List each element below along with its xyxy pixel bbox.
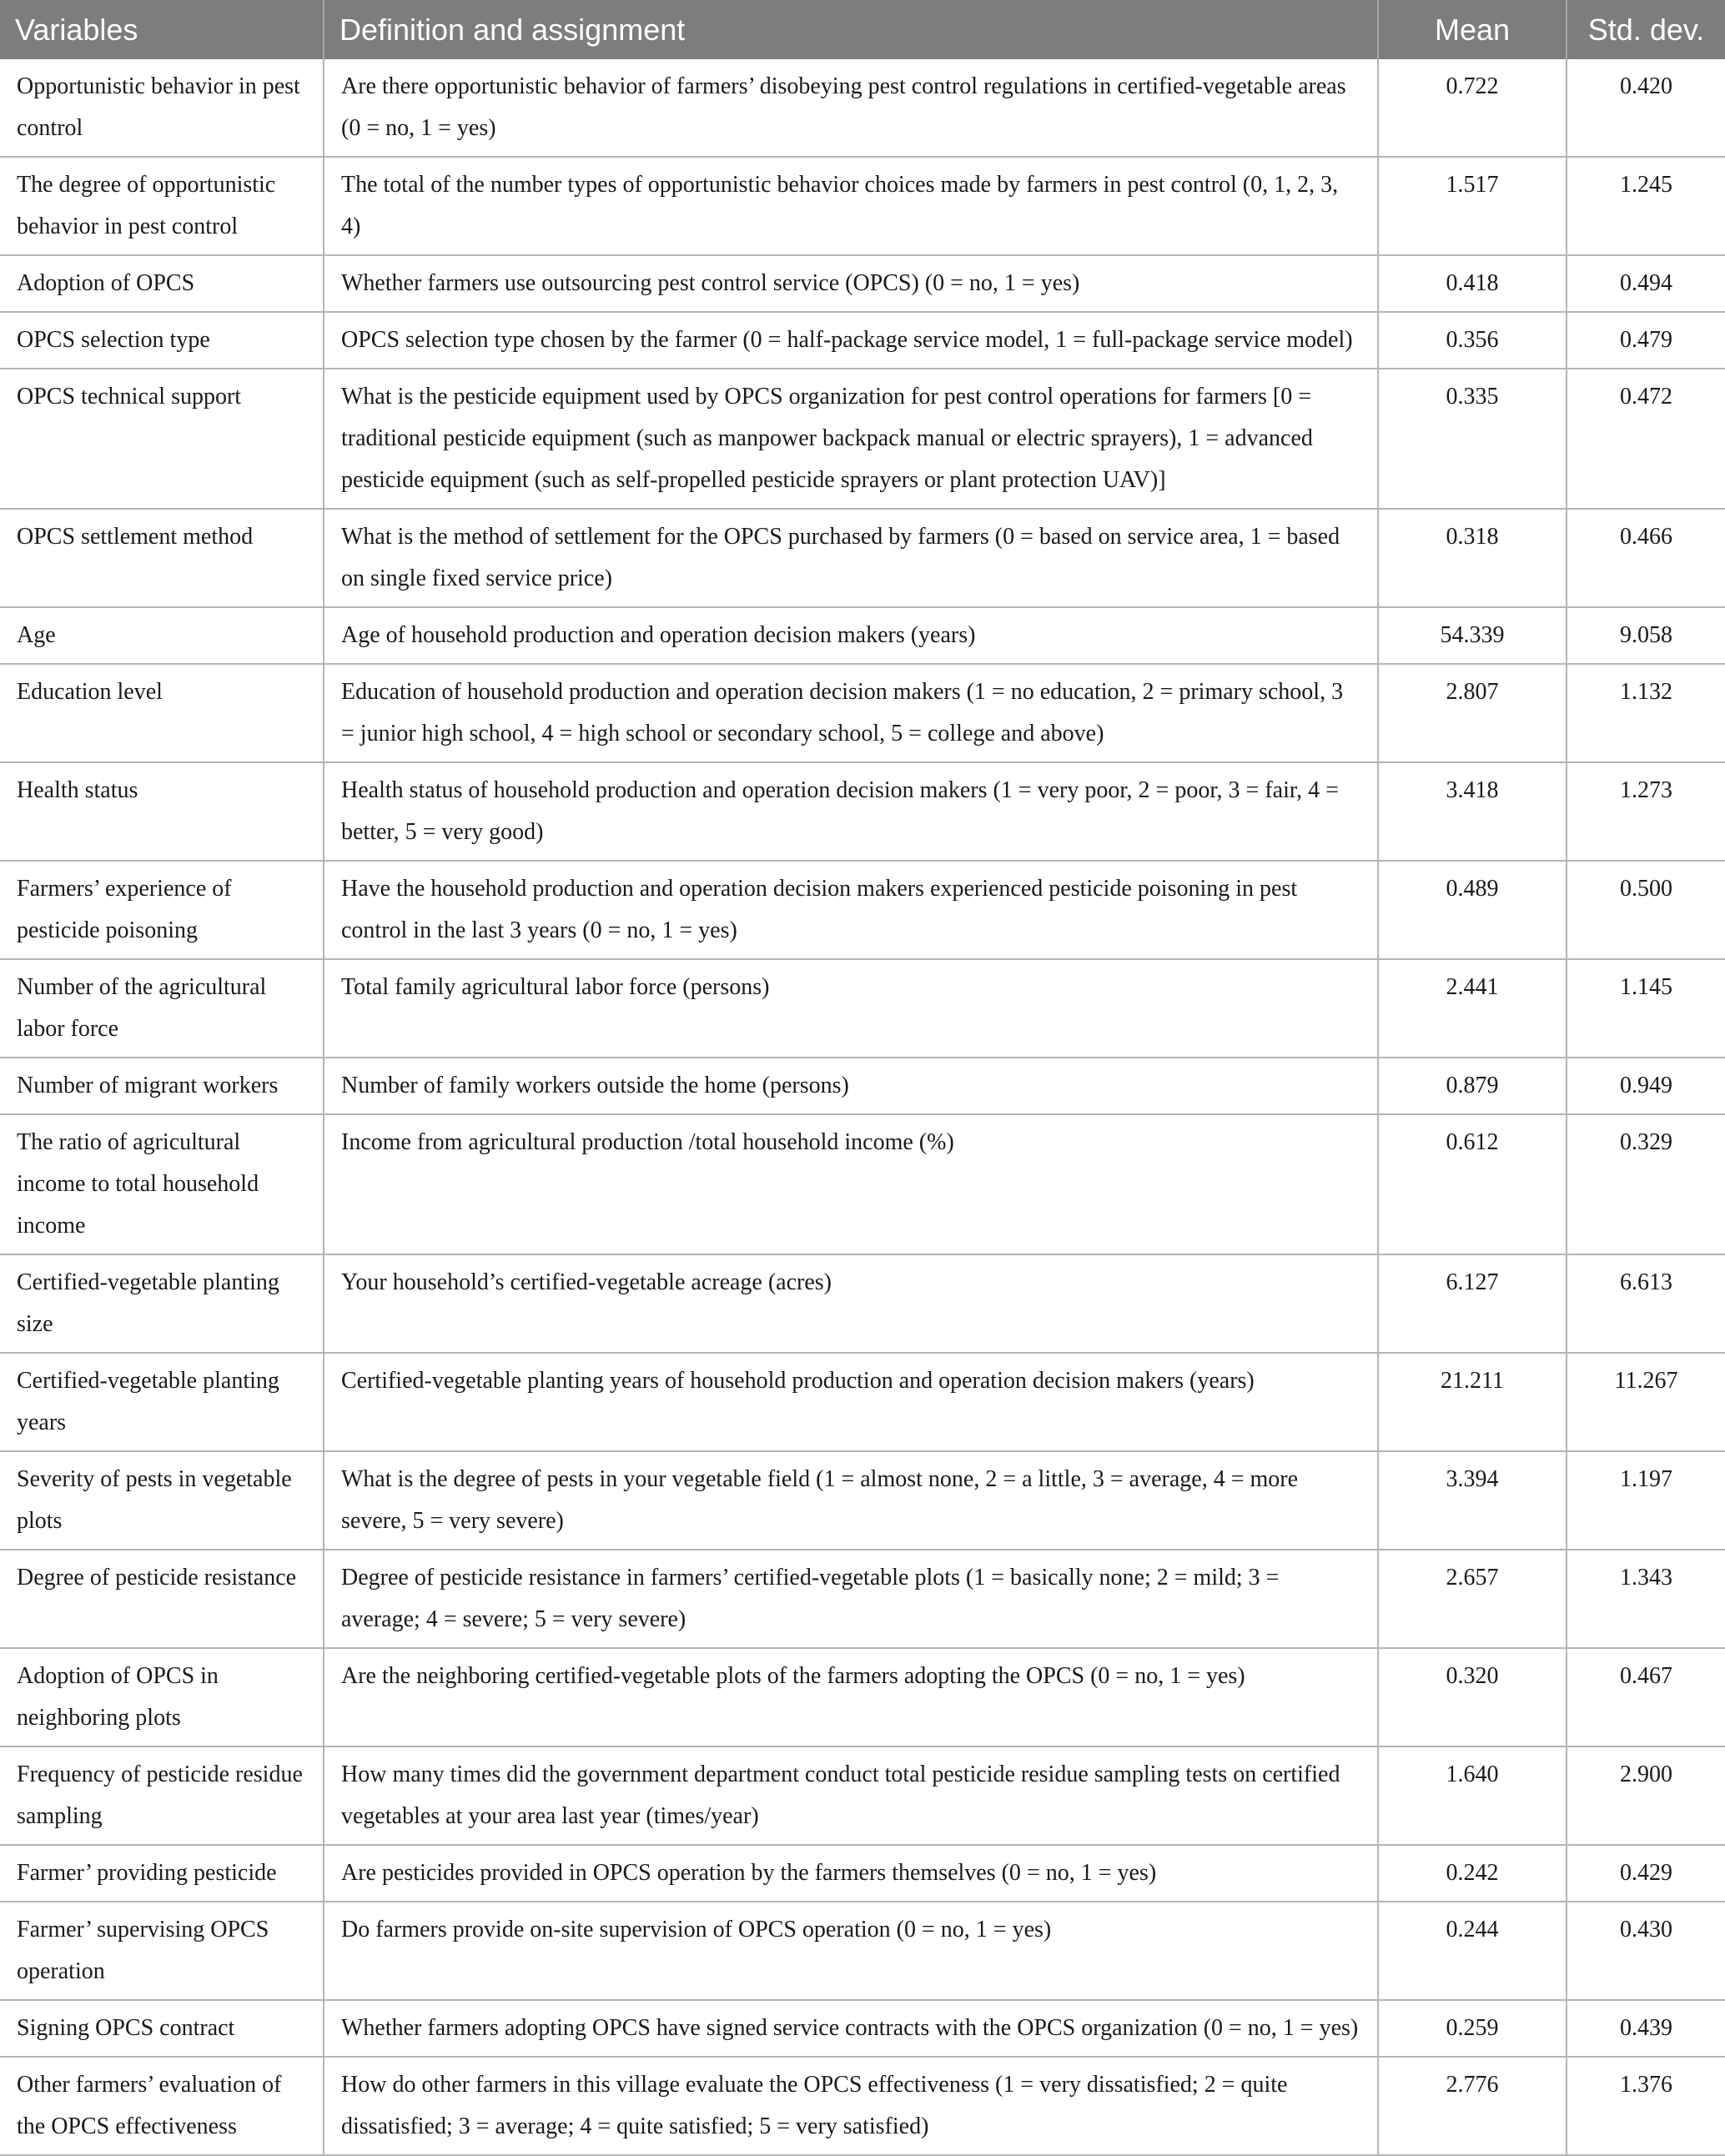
definition-cell: Health status of household production and operation decision makers (1 = very poor, 2 = poor, 3 = fair, 4 = better, 5 = very good) xyxy=(324,762,1378,861)
table-row xyxy=(0,861,1725,959)
table-row xyxy=(0,607,1725,664)
definition-cell: Have the household production and operation decision makers experienced pesticide poisoning in pest control in the last 3 years (0 = no, 1 = yes) xyxy=(324,861,1378,959)
std-dev-cell: 0.467 xyxy=(1567,1648,1725,1746)
table-row xyxy=(0,1353,1725,1451)
table-row xyxy=(0,2057,1725,2155)
table-row xyxy=(0,959,1725,1058)
definition-cell: Your household’s certified-vegetable acreage (acres) xyxy=(324,1254,1378,1353)
definition-cell: Income from agricultural production /total household income (%) xyxy=(324,1114,1378,1254)
definition-cell: Degree of pesticide resistance in farmers’ certified-vegetable plots (1 = basically none; 2 = mild; 3 = average; 4 = severe; 5 = very severe) xyxy=(324,1550,1378,1648)
definition-cell: Are pesticides provided in OPCS operation by the farmers themselves (0 = no, 1 = yes) xyxy=(324,1845,1378,1902)
table-row xyxy=(0,1746,1725,1845)
variable-name-cell: Signing OPCS contract xyxy=(0,2000,324,2057)
variable-name-cell: Severity of pests in vegetable plots xyxy=(0,1451,324,1550)
variable-name-cell: Adoption of OPCS xyxy=(0,255,324,312)
mean-cell: 0.879 xyxy=(1378,1058,1567,1114)
table-row xyxy=(0,1648,1725,1746)
table-row xyxy=(0,1058,1725,1114)
variable-name-cell: Certified-vegetable planting size xyxy=(0,1254,324,1353)
definition-cell: OPCS selection type chosen by the farmer (0 = half-package service model, 1 = full-package service model) xyxy=(324,312,1378,369)
std-dev-cell: 0.439 xyxy=(1567,2000,1725,2057)
mean-cell: 2.441 xyxy=(1378,959,1567,1058)
mean-cell: 0.242 xyxy=(1378,1845,1567,1902)
mean-cell: 1.640 xyxy=(1378,1746,1567,1845)
header-definition: Definition and assignment xyxy=(324,0,1378,59)
mean-cell: 0.612 xyxy=(1378,1114,1567,1254)
std-dev-cell: 1.273 xyxy=(1567,762,1725,861)
definition-cell: How many times did the government department conduct total pesticide residue sampling tests on certified vegetables at your area last year (times/year) xyxy=(324,1746,1378,1845)
variable-name-cell: Farmers’ experience of pesticide poisoning xyxy=(0,861,324,959)
table-body xyxy=(0,59,1725,2155)
variable-name-cell: Other farmers’ evaluation of the OPCS effectiveness xyxy=(0,2057,324,2155)
mean-cell: 0.489 xyxy=(1378,861,1567,959)
definition-cell: The total of the number types of opportunistic behavior choices made by farmers in pest control (0, 1, 2, 3, 4) xyxy=(324,157,1378,255)
table-row xyxy=(0,369,1725,509)
definition-cell: Whether farmers use outsourcing pest control service (OPCS) (0 = no, 1 = yes) xyxy=(324,255,1378,312)
variable-name-cell: Opportunistic behavior in pest control xyxy=(0,59,324,157)
variable-name-cell: Farmer’ providing pesticide xyxy=(0,1845,324,1902)
table-row xyxy=(0,1902,1725,2000)
table-row xyxy=(0,312,1725,369)
mean-cell: 2.776 xyxy=(1378,2057,1567,2155)
definition-cell: Age of household production and operation decision makers (years) xyxy=(324,607,1378,664)
variable-name-cell: Number of migrant workers xyxy=(0,1058,324,1114)
std-dev-cell: 11.267 xyxy=(1567,1353,1725,1451)
definition-cell: Certified-vegetable planting years of household production and operation decision makers (years) xyxy=(324,1353,1378,1451)
std-dev-cell: 0.466 xyxy=(1567,509,1725,607)
table-row xyxy=(0,2000,1725,2057)
mean-cell: 21.211 xyxy=(1378,1353,1567,1451)
variable-name-cell: OPCS settlement method xyxy=(0,509,324,607)
mean-cell: 0.418 xyxy=(1378,255,1567,312)
std-dev-cell: 1.343 xyxy=(1567,1550,1725,1648)
definition-cell: Are the neighboring certified-vegetable plots of the farmers adopting the OPCS (0 = no, 1 = yes) xyxy=(324,1648,1378,1746)
mean-cell: 1.517 xyxy=(1378,157,1567,255)
header-std-dev: Std. dev. xyxy=(1567,0,1725,59)
std-dev-cell: 0.949 xyxy=(1567,1058,1725,1114)
std-dev-cell: 0.494 xyxy=(1567,255,1725,312)
table-row xyxy=(0,157,1725,255)
mean-cell: 0.722 xyxy=(1378,59,1567,157)
std-dev-cell: 0.430 xyxy=(1567,1902,1725,2000)
mean-cell: 0.356 xyxy=(1378,312,1567,369)
definition-cell: What is the degree of pests in your vegetable field (1 = almost none, 2 = a little, 3 = average, 4 = more severe, 5 = very severe) xyxy=(324,1451,1378,1550)
mean-cell: 0.244 xyxy=(1378,1902,1567,2000)
variable-name-cell: Degree of pesticide resistance xyxy=(0,1550,324,1648)
std-dev-cell: 0.500 xyxy=(1567,861,1725,959)
header-mean: Mean xyxy=(1378,0,1567,59)
table-row xyxy=(0,664,1725,762)
mean-cell: 2.657 xyxy=(1378,1550,1567,1648)
table-row xyxy=(0,1845,1725,1902)
definition-cell: Education of household production and operation decision makers (1 = no education, 2 = primary school, 3 = junior high school, 4 = high school or secondary school, 5 = college and above) xyxy=(324,664,1378,762)
std-dev-cell: 0.479 xyxy=(1567,312,1725,369)
mean-cell: 0.259 xyxy=(1378,2000,1567,2057)
std-dev-cell: 9.058 xyxy=(1567,607,1725,664)
definition-cell: What is the method of settlement for the OPCS purchased by farmers (0 = based on service area, 1 = based on single fixed service price) xyxy=(324,509,1378,607)
table-row xyxy=(0,1254,1725,1353)
std-dev-cell: 0.420 xyxy=(1567,59,1725,157)
header-variables: Variables xyxy=(0,0,324,59)
table-row xyxy=(0,762,1725,861)
std-dev-cell: 6.613 xyxy=(1567,1254,1725,1353)
variable-name-cell: Education level xyxy=(0,664,324,762)
variable-name-cell: Adoption of OPCS in neighboring plots xyxy=(0,1648,324,1746)
mean-cell: 54.339 xyxy=(1378,607,1567,664)
definition-cell: Number of family workers outside the home (persons) xyxy=(324,1058,1378,1114)
mean-cell: 3.394 xyxy=(1378,1451,1567,1550)
variable-name-cell: Number of the agricultural labor force xyxy=(0,959,324,1058)
definition-cell: What is the pesticide equipment used by OPCS organization for pest control operations for farmers [0 = traditional pesticide equipment (such as manpower backpack manual or electric sprayers), 1 = advanced pesticide equipment (such as self-propelled pesticide sprayers or plant protection UAV)] xyxy=(324,369,1378,509)
variable-name-cell: Certified-vegetable planting years xyxy=(0,1353,324,1451)
mean-cell: 0.335 xyxy=(1378,369,1567,509)
variable-name-cell: The ratio of agricultural income to total household income xyxy=(0,1114,324,1254)
std-dev-cell: 0.329 xyxy=(1567,1114,1725,1254)
mean-cell: 0.318 xyxy=(1378,509,1567,607)
definition-cell: Are there opportunistic behavior of farmers’ disobeying pest control regulations in certified-vegetable areas (0 = no, 1 = yes) xyxy=(324,59,1378,157)
table-header-row xyxy=(0,0,1725,59)
table-row xyxy=(0,509,1725,607)
mean-cell: 2.807 xyxy=(1378,664,1567,762)
definition-cell: How do other farmers in this village evaluate the OPCS effectiveness (1 = very dissatisfied; 2 = quite dissatisfied; 3 = average; 4 = quite satisfied; 5 = very satisfied) xyxy=(324,2057,1378,2155)
table-row xyxy=(0,59,1725,157)
std-dev-cell: 0.429 xyxy=(1567,1845,1725,1902)
std-dev-cell: 1.145 xyxy=(1567,959,1725,1058)
definition-cell: Total family agricultural labor force (persons) xyxy=(324,959,1378,1058)
mean-cell: 6.127 xyxy=(1378,1254,1567,1353)
std-dev-cell: 1.245 xyxy=(1567,157,1725,255)
variable-name-cell: Health status xyxy=(0,762,324,861)
std-dev-cell: 1.132 xyxy=(1567,664,1725,762)
variable-name-cell: OPCS technical support xyxy=(0,369,324,509)
variable-name-cell: Age xyxy=(0,607,324,664)
std-dev-cell: 1.376 xyxy=(1567,2057,1725,2155)
table-row xyxy=(0,1550,1725,1648)
std-dev-cell: 0.472 xyxy=(1567,369,1725,509)
table-row xyxy=(0,255,1725,312)
variable-name-cell: OPCS selection type xyxy=(0,312,324,369)
table-row xyxy=(0,1114,1725,1254)
variable-name-cell: Farmer’ supervising OPCS operation xyxy=(0,1902,324,2000)
std-dev-cell: 1.197 xyxy=(1567,1451,1725,1550)
table-row xyxy=(0,1451,1725,1550)
definition-cell: Do farmers provide on-site supervision of OPCS operation (0 = no, 1 = yes) xyxy=(324,1902,1378,2000)
std-dev-cell: 2.900 xyxy=(1567,1746,1725,1845)
mean-cell: 0.320 xyxy=(1378,1648,1567,1746)
variable-name-cell: Frequency of pesticide residue sampling xyxy=(0,1746,324,1845)
definition-cell: Whether farmers adopting OPCS have signed service contracts with the OPCS organization (0 = no, 1 = yes) xyxy=(324,2000,1378,2057)
variable-name-cell: The degree of opportunistic behavior in pest control xyxy=(0,157,324,255)
mean-cell: 3.418 xyxy=(1378,762,1567,861)
